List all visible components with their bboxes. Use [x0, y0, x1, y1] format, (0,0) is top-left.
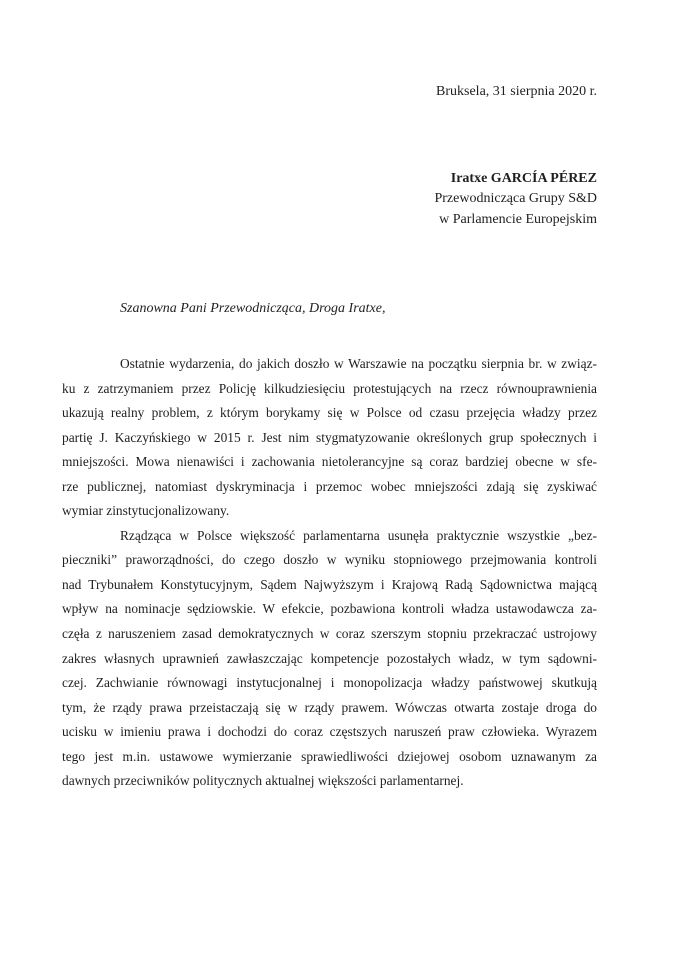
paragraph-line: Rządząca w Polsce większość parlamentarna usunęła praktycznie wszystkie „bez-: [120, 527, 597, 543]
recipient-title: Przewodnicząca Grupy S&D: [434, 191, 597, 207]
paragraph-line: nad Trybunałem Konstytucyjnym, Sądem Najwyższym i Krajową Radą Sądownictwa mającą: [62, 576, 597, 592]
letter-body: [62, 352, 597, 794]
paragraph-line: tego jest m.in. ustawowe wymierzanie sprawiedliwości dziejowej osobom uznawanym za: [62, 748, 597, 764]
paragraph-line: zakres własnych uprawnień zawłaszczając kompetencje pozostałych władz, w tym sądowni-: [62, 650, 597, 666]
paragraph-line: pieczniki” praworządności, do czego doszło w wyniku stopniowego przejmowania kontroli: [62, 552, 597, 568]
recipient-name: Iratxe GARCÍA PÉREZ: [450, 171, 597, 186]
paragraph-line: ucisku w imieniu prawa i dochodzi do coraz częstszych naruszeń praw człowieka. Wyrazem: [62, 724, 597, 740]
paragraph-line: ku z zatrzymaniem przez Policję kilkudziesięciu protestujących na rzecz równouprawnienia: [62, 380, 597, 396]
paragraph-line: dawnych przeciwników politycznych aktualnej większości parlamentarnej.: [62, 773, 464, 789]
recipient-organization: w Parlamencie Europejskim: [439, 211, 597, 227]
paragraph-line: częła z naruszeniem zasad demokratycznych w coraz szerszym stopniu przekraczać ustrojowy: [62, 626, 597, 642]
letter-dateline: Bruksela, 31 sierpnia 2020 r.: [436, 84, 597, 99]
recipient-block: [62, 169, 597, 230]
paragraph-line: tym, że rządy prawa przeistaczają się w rządy prawem. Wówczas otwarta zostaje droga do: [62, 699, 597, 715]
paragraph-line: Ostatnie wydarzenia, do jakich doszło w Warszawie na początku sierpnia br. w związ-: [120, 356, 597, 371]
paragraph-line: partię J. Kaczyńskiego w 2015 r. Jest nim stygmatyzowanie określonych grup społecznych i: [62, 429, 597, 445]
salutation: Szanowna Pani Przewodnicząca, Droga Iratxe,: [120, 301, 386, 316]
paragraph-line: wymiar zinstytucjonalizowany.: [62, 503, 230, 519]
paragraph-line: wpływ na nominacje sędziowskie. W efekcie, pozbawiona kontroli władza ustawodawcza za-: [62, 601, 597, 617]
paragraph-line: czej. Zachwianie równowagi instytucjonalnej i monopolizacja władzy państwowej skutkują: [62, 675, 597, 691]
paragraph-line: rze publicznej, natomiast dyskryminacja i przemoc wobec mniejszości zdają się zyskiwać: [62, 478, 597, 494]
paragraph-line: ukazują realny problem, z którym borykamy się w Polsce od czasu przejęcia władzy przez: [62, 405, 597, 421]
paragraph-line: mniejszości. Mowa nienawiści i zachowania nietolerancyjne są coraz bardziej obecne w sfe-: [62, 454, 597, 470]
